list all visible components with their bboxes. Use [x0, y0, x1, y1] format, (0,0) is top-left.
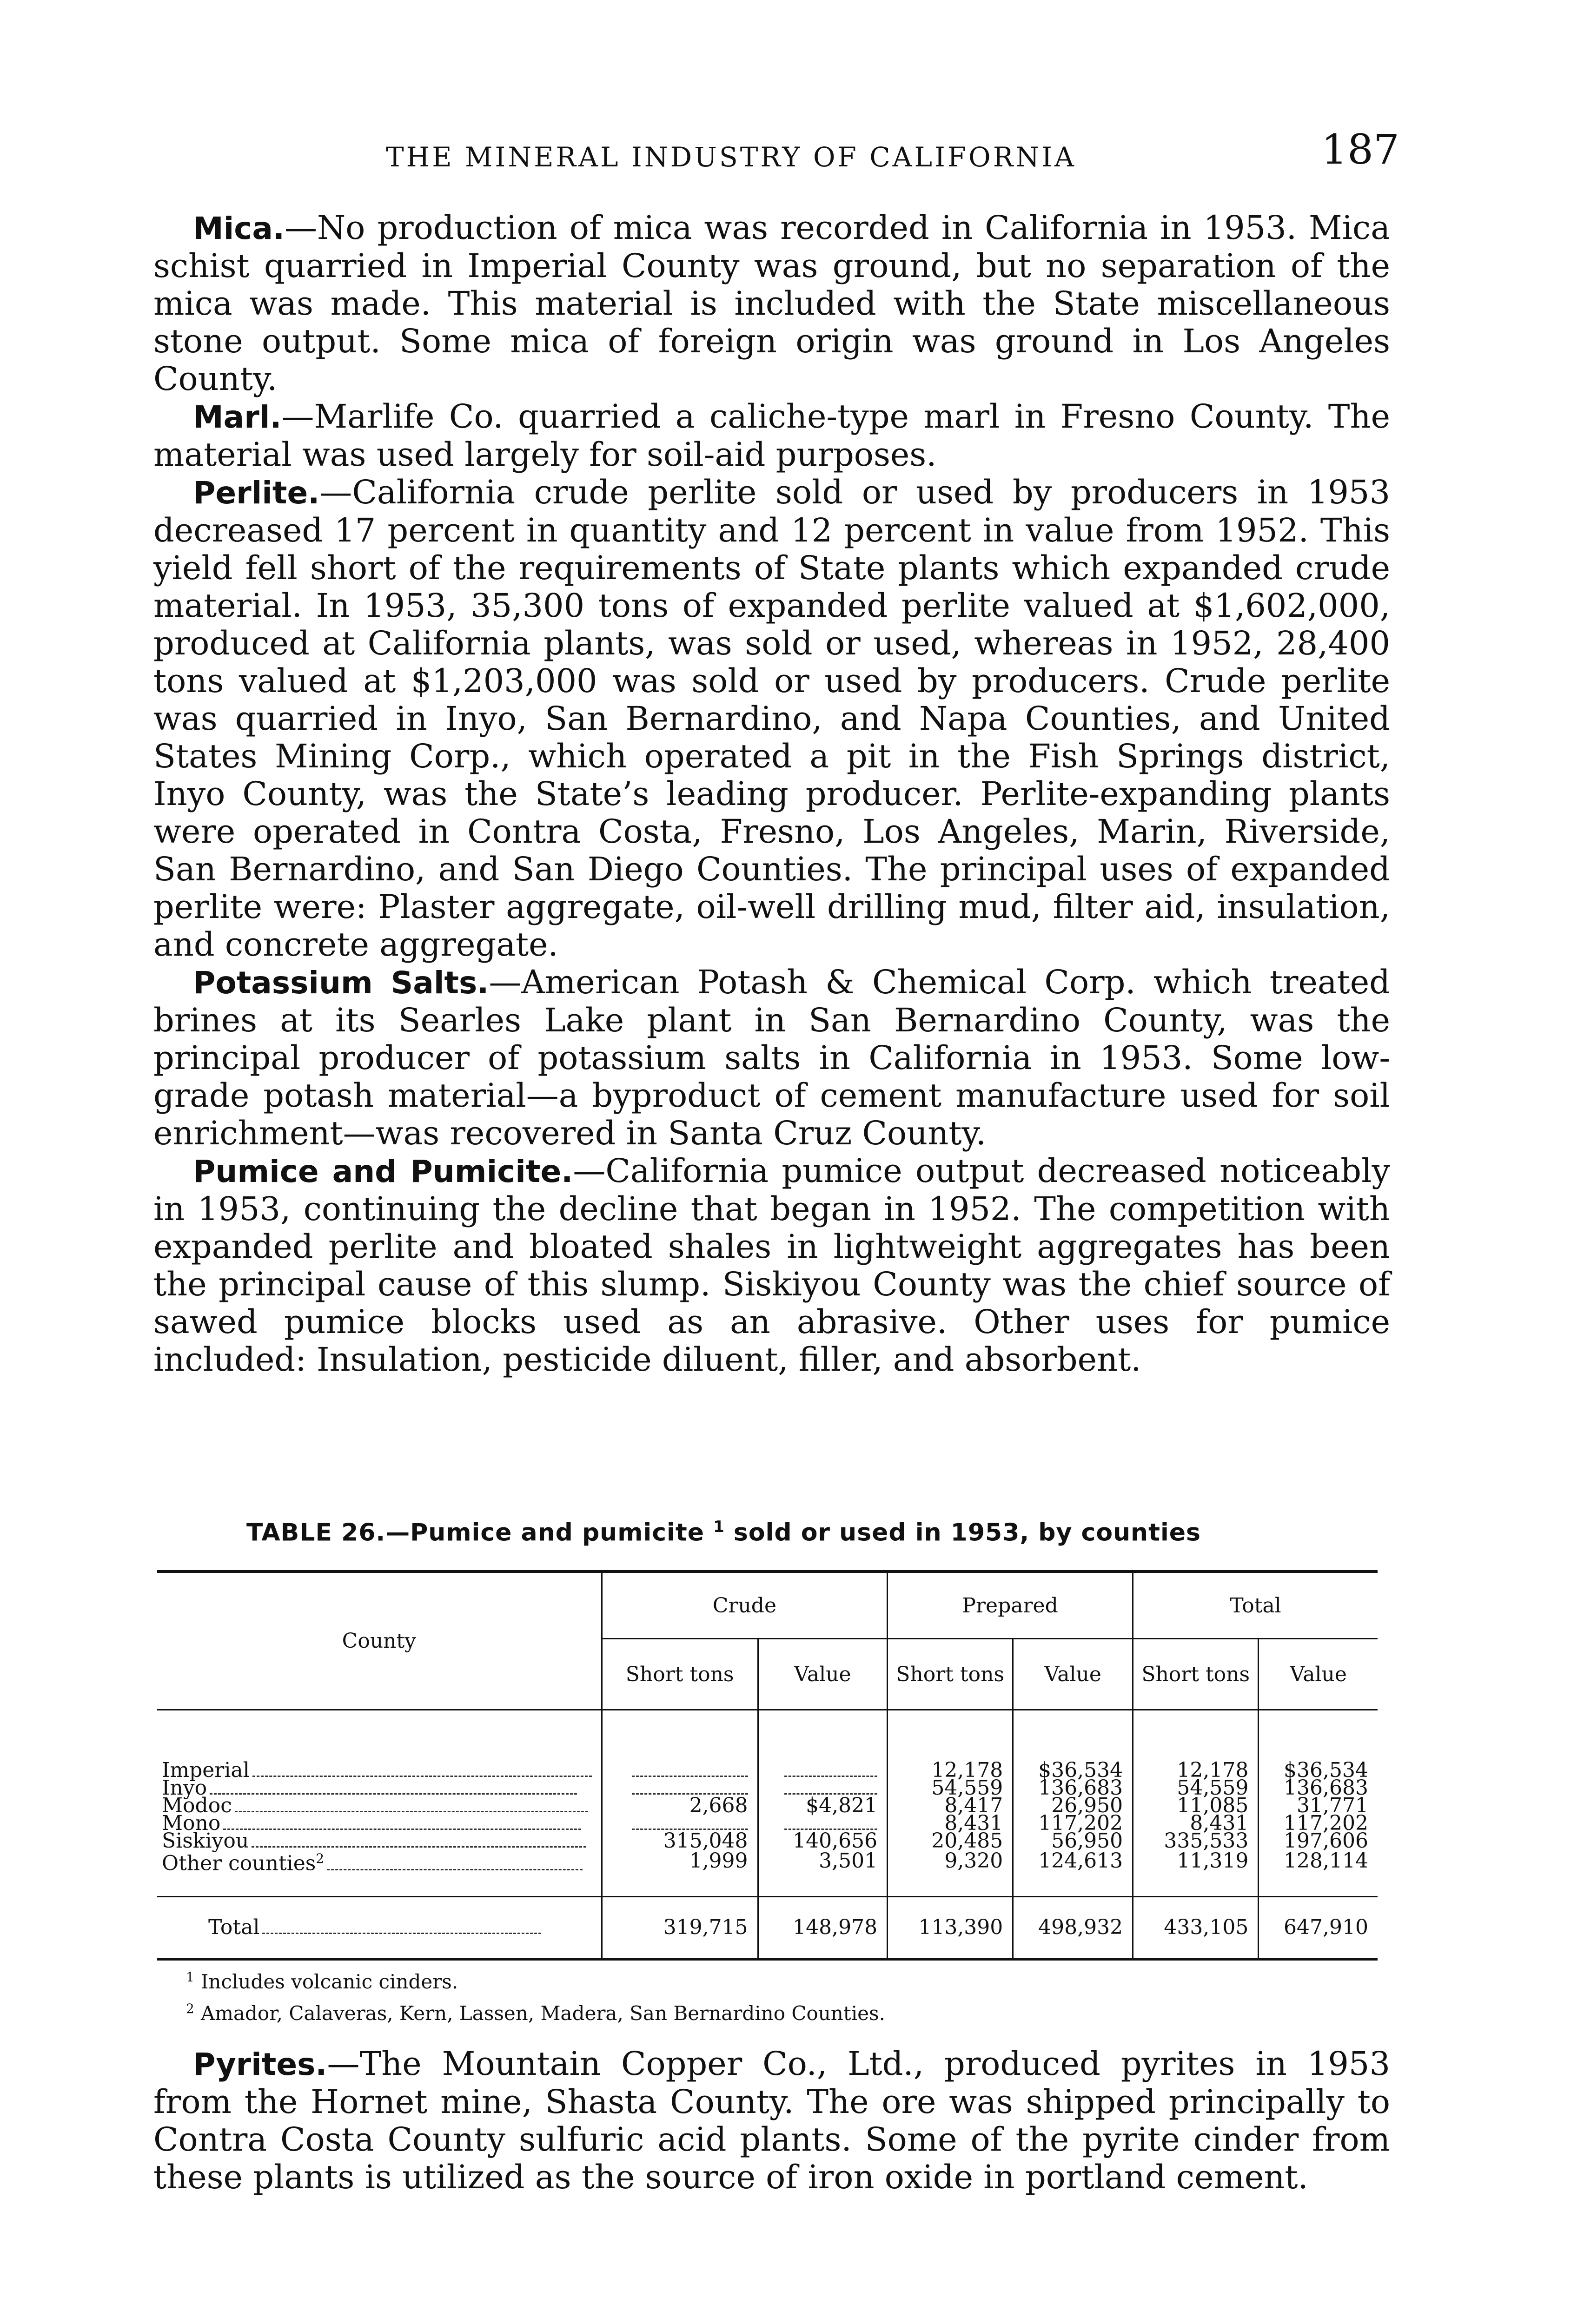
paragraph-text: —Marlife Co. quarried a caliche-type marl in Fresno County. The material was used largely for soil-aid purposes. — [153, 397, 1390, 474]
sub-header-crude-value: Value — [758, 1639, 888, 1710]
prepared-value-cell: $36,534 — [1013, 1762, 1133, 1779]
group-header-prepared: Prepared — [888, 1571, 1133, 1639]
prepared-tons-cell: 9,320 — [888, 1850, 1013, 1873]
county-cell — [157, 1850, 602, 1873]
prepared-tons-cell: 8,431 — [888, 1815, 1013, 1832]
county-name: Siskiyou — [162, 1829, 249, 1853]
blank-dashes — [632, 1776, 748, 1777]
table-title-ref: 1 — [713, 1518, 725, 1536]
leader-dots — [210, 1793, 577, 1795]
crude-tons-cell: 1,999 — [602, 1850, 758, 1873]
page-header — [153, 125, 1399, 177]
prepared-tons-cell: 8,417 — [888, 1797, 1013, 1815]
county-name: Modoc — [162, 1794, 232, 1817]
county-column-header: County — [157, 1571, 602, 1710]
county-name: Imperial — [162, 1758, 250, 1782]
paragraph-lead: Perlite. — [193, 475, 320, 511]
table-title-suffix: sold or used in 1953, by counties — [733, 1519, 1201, 1547]
table-spacer — [157, 1710, 1378, 1762]
paragraph-text: —The Mountain Copper Co., Ltd., produced pyrites in 1953 from the Hornet mine, Shasta County. The ore was shipped principally to Contra Costa County sulfuric acid plants. Some of the pyrite cinder from these plants is utilized as the source of iron oxide in portland cement. — [153, 2045, 1390, 2196]
paragraph-mica — [153, 209, 1390, 398]
sub-header-prepared-tons: Short tons — [888, 1639, 1013, 1710]
paragraph-pumice — [153, 1152, 1390, 1379]
county-name: Other counties — [162, 1851, 316, 1875]
county-cell — [157, 1758, 602, 1782]
crude-value-cell: 140,656 — [758, 1832, 888, 1850]
paragraph-potassium-salts — [153, 964, 1390, 1152]
footnote — [186, 1964, 885, 1995]
table-spacer — [157, 1873, 1378, 1897]
body-text-lower — [153, 2045, 1390, 2196]
paragraph-marl — [153, 398, 1390, 474]
total-value-cell: 197,606 — [1259, 1832, 1378, 1850]
crude-value-cell — [758, 1762, 888, 1779]
total-total-tons: 433,105 — [1133, 1896, 1259, 1959]
total-value-cell: $36,534 — [1259, 1762, 1378, 1779]
table-group-header-row — [157, 1571, 1378, 1639]
table-footnotes — [186, 1964, 885, 2027]
paragraph-text: —No production of mica was recorded in California in 1953. Mica schist quarried in Imperial County was ground, but no separation of the mica was made. This material is included with the State miscellaneous stone output. Some mica of foreign origin was ground in Los Angeles County. — [153, 209, 1390, 398]
total-label-cell — [157, 1896, 602, 1959]
sub-header-prepared-value: Value — [1013, 1639, 1133, 1710]
sub-header-crude-tons: Short tons — [602, 1639, 758, 1710]
table-row — [157, 1850, 1378, 1873]
prepared-tons-cell: 12,178 — [888, 1762, 1013, 1779]
leader-dots — [252, 1776, 592, 1777]
leader-dots — [327, 1869, 583, 1870]
total-tons-cell: 11,085 — [1133, 1797, 1259, 1815]
table-title — [246, 1518, 1201, 1546]
leader-dots — [262, 1933, 541, 1934]
prepared-value-cell: 117,202 — [1013, 1815, 1133, 1832]
sub-header-total-value: Value — [1259, 1639, 1378, 1710]
paragraph-text: —California pumice output decreased noticeably in 1953, continuing the decline that began in 1952. The competition with expanded perlite and bloated shales in lightweight aggregates has been the principal cause of this slump. Siskiyou County was the chief source of sawed pumice blocks used as an abrasive. Other uses for pumice included: Insulation, pesticide diluent, filler, and absorbent. — [153, 1152, 1390, 1379]
paragraph-lead: Pyrites. — [193, 2047, 327, 2082]
footnote — [186, 1995, 885, 2027]
county-name: Mono — [162, 1811, 221, 1835]
total-tons-cell: 11,319 — [1133, 1850, 1259, 1873]
total-prepared-value: 498,932 — [1013, 1896, 1133, 1959]
prepared-value-cell: 56,950 — [1013, 1832, 1133, 1850]
body-text-upper — [153, 209, 1390, 1379]
total-crude-value: 148,978 — [758, 1896, 888, 1959]
total-total-value: 647,910 — [1259, 1896, 1378, 1959]
sub-header-total-tons: Short tons — [1133, 1639, 1259, 1710]
crude-tons-cell: 315,048 — [602, 1832, 758, 1850]
prepared-value-cell: 124,613 — [1013, 1850, 1133, 1873]
page-number: 187 — [1321, 125, 1399, 173]
paragraph-pyrites — [153, 2045, 1390, 2196]
county-name: Inyo — [162, 1776, 207, 1800]
total-prepared-tons: 113,390 — [888, 1896, 1013, 1959]
prepared-value-cell: 136,683 — [1013, 1779, 1133, 1797]
paragraph-lead: Marl. — [193, 399, 282, 435]
paragraph-text: —California crude perlite sold or used by producers in 1953 decreased 17 percent in quantity and 12 percent in value from 1952. This yield fell short of the requirements of State plants which expanded crude material. In 1953, 35,300 tons of expanded perlite valued at $1,602,000, produced at California plants, was sold or used, whereas in 1952, 28,400 tons valued at $1,203,000 was sold or used by producers. Crude perlite was quarried in Inyo, San Bernardino, and Napa Counties, and United States Mining Corp., which operated a pit in the Fish Springs district, Inyo County, was the State’s leading producer. Perlite-expanding plants were operated in Contra Costa, Fresno, Los Angeles, Marin, Riverside, San Bernardino, and San Diego Counties. The principal uses of expanded perlite were: Plaster aggregate, oil-well drilling mud, filter aid, insulation, and concrete aggregate. — [153, 473, 1390, 964]
total-value-cell: 128,114 — [1259, 1850, 1378, 1873]
table-title-prefix: TABLE 26.—Pumice and pumicite — [246, 1519, 704, 1547]
crude-tons-cell: 2,668 — [602, 1797, 758, 1815]
total-label: Total — [208, 1915, 260, 1939]
running-title: THE MINERAL INDUSTRY OF CALIFORNIA — [386, 141, 1076, 173]
county-cell — [157, 1794, 602, 1817]
prepared-value-cell: 26,950 — [1013, 1797, 1133, 1815]
total-crude-tons: 319,715 — [602, 1896, 758, 1959]
total-tons-cell: 8,431 — [1133, 1815, 1259, 1832]
group-header-total: Total — [1133, 1571, 1378, 1639]
crude-tons-cell — [602, 1762, 758, 1779]
total-value-cell: 136,683 — [1259, 1779, 1378, 1797]
total-tons-cell: 335,533 — [1133, 1832, 1259, 1850]
leader-dots — [223, 1829, 581, 1830]
paragraph-lead: Mica. — [193, 211, 285, 246]
total-tons-cell: 54,559 — [1133, 1779, 1259, 1797]
footnote-mark: 1 — [186, 1969, 194, 1985]
table-total-row — [157, 1896, 1378, 1959]
paragraph-perlite — [153, 474, 1390, 964]
footnote-text: Amador, Calaveras, Kern, Lassen, Madera, San Bernardino Counties. — [200, 2002, 885, 2025]
paragraph-lead: Potassium Salts. — [193, 965, 489, 1001]
paragraph-lead: Pumice and Pumicite. — [193, 1154, 573, 1189]
total-tons-cell: 12,178 — [1133, 1762, 1259, 1779]
county-cell — [157, 1829, 602, 1853]
footnote-ref: 2 — [316, 1851, 325, 1866]
footnote-mark: 2 — [186, 2001, 194, 2016]
table-row — [157, 1832, 1378, 1850]
leader-dots — [235, 1811, 588, 1812]
blank-dashes — [784, 1776, 877, 1777]
group-header-crude: Crude — [602, 1571, 887, 1639]
prepared-tons-cell: 54,559 — [888, 1779, 1013, 1797]
leader-dots — [252, 1846, 586, 1848]
prepared-tons-cell: 20,485 — [888, 1832, 1013, 1850]
crude-value-cell: 3,501 — [758, 1850, 888, 1873]
total-value-cell: 117,202 — [1259, 1815, 1378, 1832]
crude-value-cell: $4,821 — [758, 1797, 888, 1815]
pumice-table — [157, 1570, 1378, 1961]
total-value-cell: 31,771 — [1259, 1797, 1378, 1815]
paragraph-text: —American Potash & Chemical Corp. which treated brines at its Searles Lake plant in San Bernardino County, was the principal producer of potassium salts in California in 1953. Some low-grade potash material—a byproduct of cement manufacture used for soil enrichment—was recovered in Santa Cruz County. — [153, 963, 1390, 1152]
footnote-text: Includes volcanic cinders. — [200, 1970, 458, 1993]
